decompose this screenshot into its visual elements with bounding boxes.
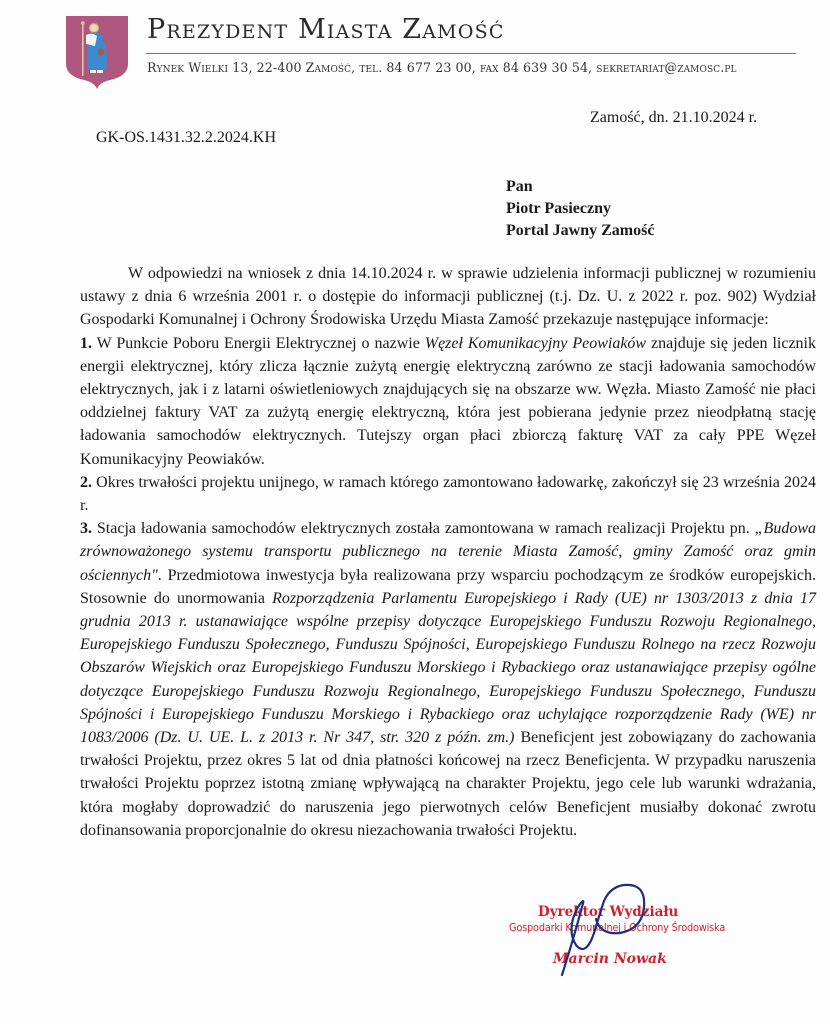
recipient-name: Piotr Pasieczny [506, 200, 612, 217]
signatory-title: Dyrektor Wydziału [538, 904, 679, 920]
point-1-number: 1. [80, 334, 92, 352]
point-2-number: 2. [80, 473, 92, 491]
point-1-text-cont: znajduje się jeden licznik energii elektrycznej, który zlicza łącznie zużytą energię elektryczną zarówno ze stacji ładowania samochodów elektrycznych, jak i z latarni oświetleniowych znajdujących się na obszarze ww. Węzła. Miasto Zamość nie płaci oddzielnej faktury VAT za zużytą energię elektryczną, która jest pobierana jedynie przez nieodpłatną stację ładowania samochodów elektrycznych. Tutejszy organ płaci zbiorczą fakturę VAT za cały PPE Węzeł Komunikacyjny Peowiaków. [80, 334, 817, 468]
letter-body [80, 262, 816, 842]
intro-paragraph: W odpowiedzi na wniosek z dnia 14.10.2024 r. w sprawie udzielenia informacji publicznej w rozumieniu ustawy z dnia 6 września 2001 r. o dostępie do informacji publicznej (t.j. Dz. U. z 2022 r. poz. 902) Wydział Gospodarki Komunalnej i Ochrony Środowiska Urzędu Miasta Zamość przekazuje następujące informacje: [80, 265, 816, 329]
regulation-citation: Rozporządzenia Parlamentu Europejskiego i Rady (UE) nr 1303/2013 z dnia 17 grudnia 2013 r. ustanawiające wspólne przepisy dotyczące Europejskiego Funduszu Rozwoju Regionalnego, Europejskiego Funduszu Społecznego, Funduszu Spójności, Europejskiego Funduszu Rolnego na rzecz Rozwoju Obszarów Wiejskich oraz Europejskiego Funduszu Morskiego i Rybackiego oraz ustanawiające przepisy ogólne dotyczące Europejskiego Funduszu Rozwoju Regionalnego, Europejskiego Funduszu Społecznego, Funduszu Spójności i Europejskiego Funduszu Morskiego i Rybackiego oraz uchylające rozporządzenie Rady (WE) nr 1083/2006 (Dz. U. UE. L. z 2013 r. Nr 347, str. 320 z późn. zm.) [80, 589, 817, 747]
point-1-text: W Punkcie Poboru Energii Elektrycznej o nazwie [92, 334, 425, 352]
project-title: „Budowa zrównoważonego systemu transportu publicznego na terenie Miasta Zamość, gminy Zamość oraz gmin ościennych" [80, 520, 816, 584]
recipient-block [506, 176, 654, 242]
signatory-name: Marcin Nowak [553, 951, 667, 967]
signatory-department: Gospodarki Komunalnej i Ochrony Środowiska [509, 922, 726, 934]
point-3-number: 3. [80, 520, 92, 538]
reference-number: GK-OS.1431.32.2.2024.KH [96, 129, 276, 146]
point-3-text: Stacja ładowania samochodów elektrycznych została zamontowana w ramach realizacji Projektu pn. [92, 520, 755, 538]
point-2 [80, 471, 816, 517]
place-and-date: Zamość, dn. 21.10.2024 r. [590, 109, 758, 126]
letterhead-divider [146, 53, 796, 54]
signature-block [504, 895, 724, 975]
recipient-salutation: Pan [506, 178, 533, 195]
point-3-text-end: Beneficjent jest zobowiązany do zachowania trwałości Projektu, przez okres 5 lat od dnia płatności końcowej na rzecz Beneficjenta. W przypadku naruszenia trwałości Projektu poprzez istotną zmianę wpływającą na charakter Projektu, jego cele lub warunki wdrażania, która mogłaby doprowadzić do naruszenia jego pierwotnych celów Beneficjent musiałby dokonać zwrotu dofinansowania proporcjonalnie do okresu niezachowania trwałości Projektu. [80, 729, 816, 839]
letterhead-address: Rynek Wielki 13, 22-400 Zamość, tel. 84 677 23 00, fax 84 639 30 54, sekretariat@zamosc.pl [147, 60, 737, 75]
point-3 [80, 517, 816, 842]
recipient-organization: Portal Jawny Zamość [506, 222, 655, 239]
letterhead-title: Prezydent Miasta Zamość [147, 14, 505, 45]
point-3-text-cont: . Przedmiotowa inwestycja była realizowana przy wsparciu pochodzącym ze środków europejskich. Stosownie do unormowania [80, 566, 816, 607]
city-coat-of-arms-icon [64, 14, 130, 90]
point-2-text: Okres trwałości projektu unijnego, w ramach którego zamontowano ładowarkę, zakończył się 23 września 2024 r. [80, 473, 816, 515]
point-1 [80, 332, 816, 471]
point-1-ppe-name: Węzeł Komunikacyjny Peowiaków [424, 334, 647, 352]
